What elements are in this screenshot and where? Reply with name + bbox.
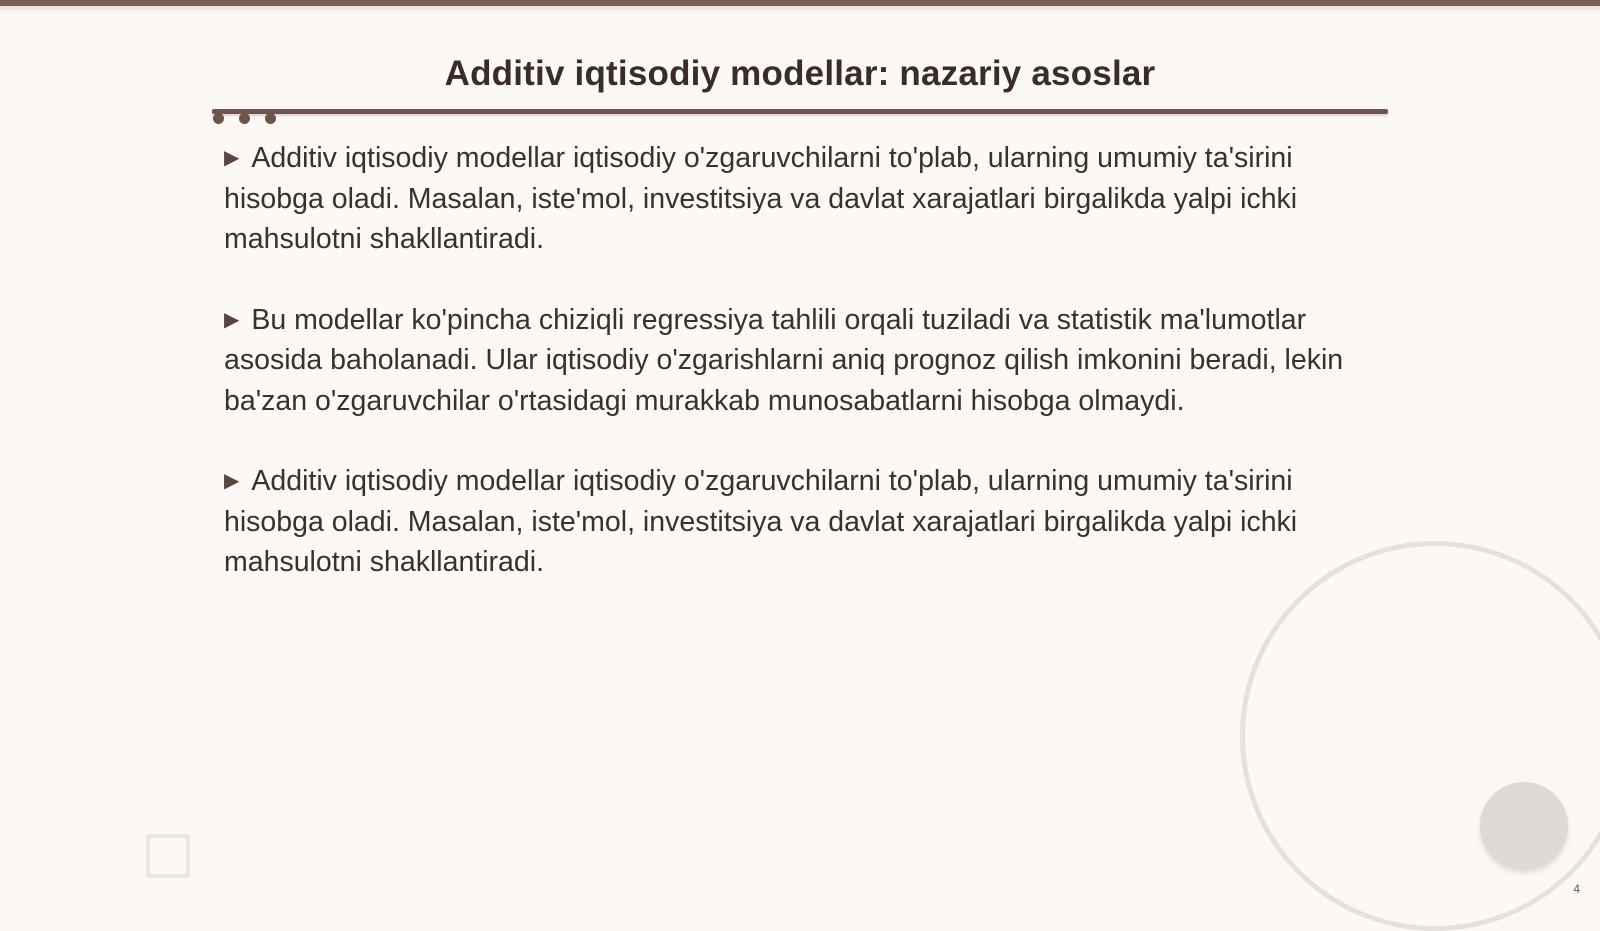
slide-body (224, 138, 1354, 623)
paragraph-text: Additiv iqtisodiy modellar iqtisodiy o'zgaruvchilarni to'plab, ularning umumiy ta'sirini hisobga oladi. Masalan, iste'mol, investitsiya va davlat xarajatlari birgalikda yalpi ichki mahsulotni shakllantiradi. (224, 142, 1298, 255)
top-bar-shadow (0, 6, 1600, 12)
triangle-bullet-icon: ▶ (224, 308, 240, 331)
decor-dot (213, 113, 224, 124)
decor-ring (1240, 541, 1600, 931)
triangle-bullet-icon: ▶ (224, 470, 240, 492)
title-underline (212, 109, 1388, 114)
paragraph-text: Bu modellar ko'pincha chiziqli regressiya tahlili orqali tuziladi va statistik ma'lumotlar asosida baholanadi. Ular iqtisodiy o'zgarishlarni aniq prognoz qilish imkonini beradi, lekin ba'zan o'zgaruvchilar o'rtasidagi murakkab munosabatlarni hisobga olmaydi. (224, 303, 1344, 417)
bullet-paragraph (224, 138, 1354, 260)
decor-square (146, 834, 190, 878)
page-number: 4 (1573, 882, 1580, 896)
bullet-paragraph (224, 461, 1354, 583)
decor-dot (265, 113, 276, 124)
bullet-paragraph (224, 300, 1354, 422)
triangle-bullet-icon: ▶ (224, 147, 240, 169)
paragraph-text: Additiv iqtisodiy modellar iqtisodiy o'zgaruvchilarni to'plab, ularning umumiy ta'sirini hisobga oladi. Masalan, iste'mol, investitsiya va davlat xarajatlari birgalikda yalpi ichki mahsulotni shakllantiradi. (224, 465, 1298, 578)
slide-title: Additiv iqtisodiy modellar: nazariy asoslar (444, 54, 1156, 93)
decor-circle (1480, 782, 1568, 870)
decor-dot (239, 113, 250, 124)
